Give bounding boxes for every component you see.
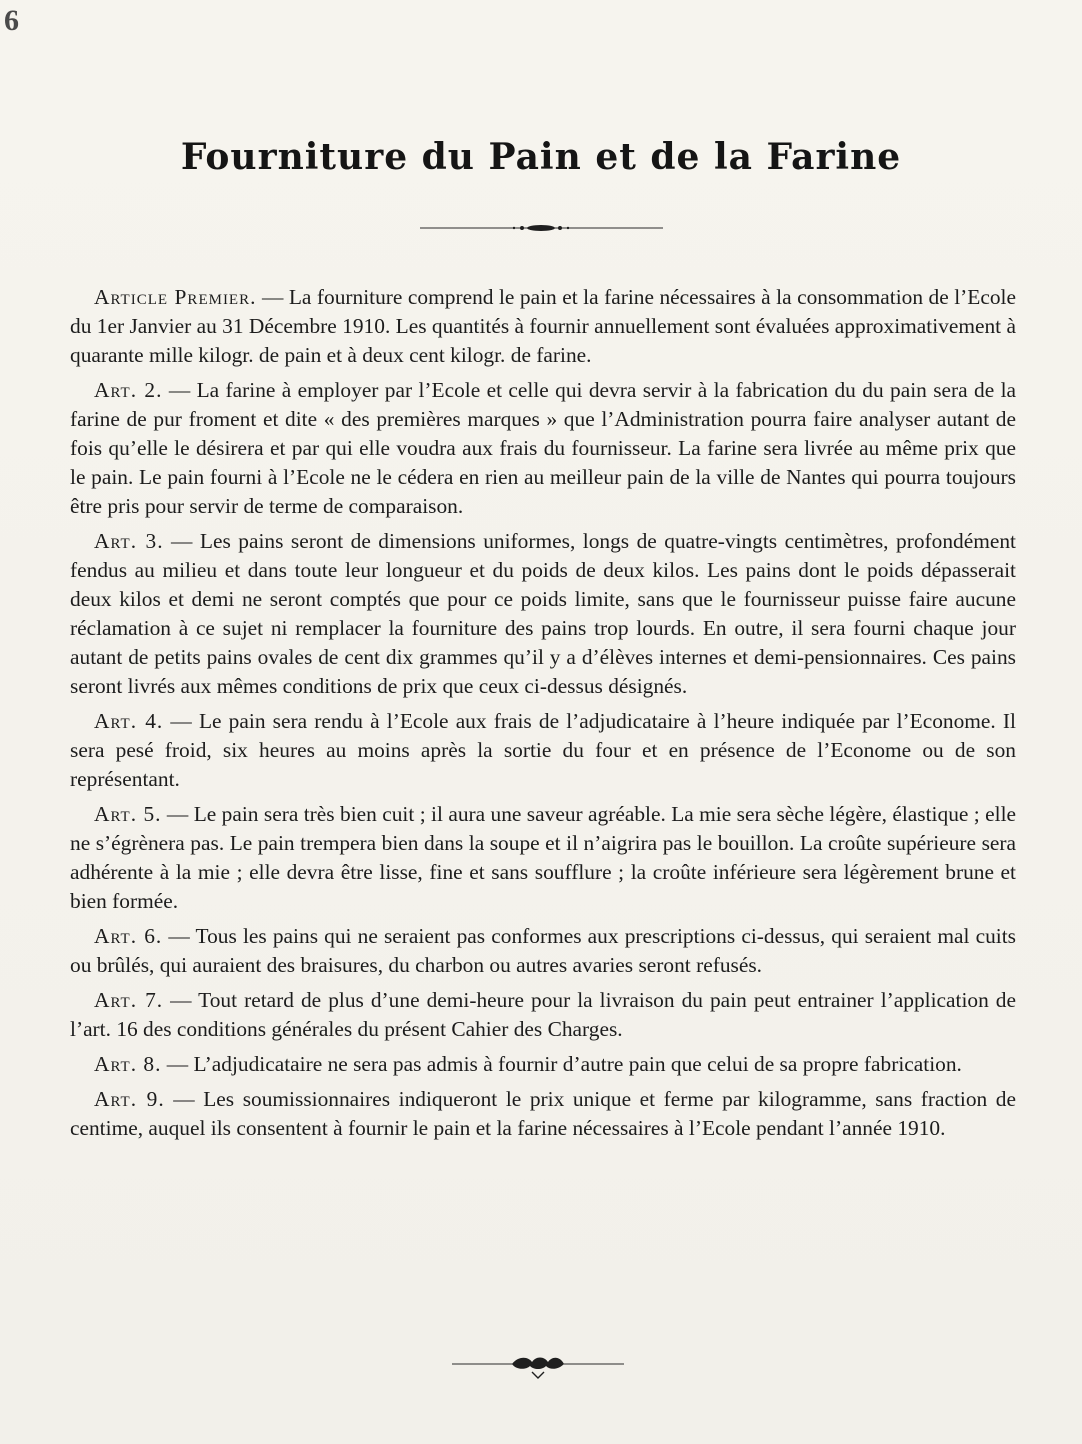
article-label: Art. 6. — [94, 924, 163, 948]
article-2 — [70, 376, 1016, 521]
article-6 — [70, 922, 1016, 980]
article-label: Article Premier. — [94, 285, 257, 309]
article-text: — L’adjudicataire ne sera pas admis à fournir d’autre pain que celui de sa propre fabrication. — [161, 1052, 962, 1076]
article-label: Art. 3. — [94, 529, 164, 553]
title-divider-ornament — [420, 218, 663, 238]
article-text: — Le pain sera très bien cuit ; il aura une saveur agréable. La mie sera sèche légère, élastique ; elle ne s’égrènera pas. Le pain trempera bien dans la soupe et il n’aigrira pas le bouillon. La croûte supérieure sera adhérente à la mie ; elle devra être lisse, fine et sans soufflure ; la croûte inférieure sera légèrement brune et bien formée. — [70, 802, 1017, 913]
article-label: Art. 9. — [94, 1087, 165, 1111]
article-text: — La fourniture comprend le pain et la farine nécessaires à la consommation de l’Ecole du 1er Janvier au 31 Décembre 1910. Les quantités à fournir annuellement sont évaluées approximativement à quarante mille kilogr. de pain et à deux cent kilogr. de farine. — [70, 285, 1016, 367]
article-8 — [70, 1050, 1016, 1079]
article-text: — Tout retard de plus d’une demi-heure pour la livraison du pain peut entrainer l’application de l’art. 16 des conditions générales du présent Cahier des Charges. — [70, 988, 1016, 1041]
article-text: — La farine à employer par l’Ecole et celle qui devra servir à la fabrication du du pain sera de la farine de pur froment et dite « des premières marques » que l’Administration pourra faire analyser autant de fois qu’elle le désirera et par qui elle voudra aux frais du fournisseur. La farine sera livrée au même prix que le pain. Le pain fourni à l’Ecole ne le cédera en rien au meilleur pain de la ville de Nantes qui pourra toujours être pris pour servir de terme de comparaison. — [70, 378, 1017, 518]
page-number: 6 — [4, 4, 19, 37]
article-text: — Le pain sera rendu à l’Ecole aux frais de l’adjudicataire à l’heure indiquée par l’Econome. Il sera pesé froid, six heures au moins après la sortie du four et en présence de l’Econome ou de son représentant. — [70, 709, 1016, 791]
article-label: Art. 5. — [94, 802, 162, 826]
article-text: — Tous les pains qui ne seraient pas conformes aux prescriptions ci-dessus, qui seraient mal cuits ou brûlés, qui auraient des braisures, du charbon ou autres avaries seront refusés. — [70, 924, 1016, 977]
article-label: Art. 2. — [94, 378, 163, 402]
article-5 — [70, 800, 1016, 916]
article-text: — Les pains seront de dimensions uniformes, longs de quatre-vingts centimètres, profondément fendus au milieu et dans toute leur longueur et du poids de deux kilos. Les pains dont le poids dépasserait deux kilos et demi ne seront comptés que pour ce poids limite, sans que le fournisseur puisse faire aucune réclamation à ce sujet ni remplacer la fourniture des pains trop lourds. En outre, il sera fourni chaque jour autant de petits pains ovales de cent dix grammes qu’il y a d’élèves internes et demi-pensionnaires. Ces pains seront livrés aux mêmes conditions de prix que ceux ci-dessus désignés. — [70, 529, 1016, 698]
article-text: — Les soumissionnaires indiqueront le prix unique et ferme par kilogramme, sans fraction de centime, auquel ils consentent à fournir le pain et la farine nécessaires à l’Ecole pendant l’année 1910. — [70, 1087, 1016, 1140]
end-ornament — [452, 1352, 624, 1382]
article-7 — [70, 986, 1016, 1044]
article-3 — [70, 527, 1016, 701]
article-label: Art. 8. — [94, 1052, 162, 1076]
article-4 — [70, 707, 1016, 794]
article-9 — [70, 1085, 1016, 1143]
article-label: Art. 4. — [94, 709, 164, 733]
article-list — [70, 283, 1016, 1149]
article-label: Art. 7. — [94, 988, 164, 1012]
article-1 — [70, 283, 1016, 370]
page-title: Fourniture du Pain et de la Farine — [180, 136, 902, 178]
